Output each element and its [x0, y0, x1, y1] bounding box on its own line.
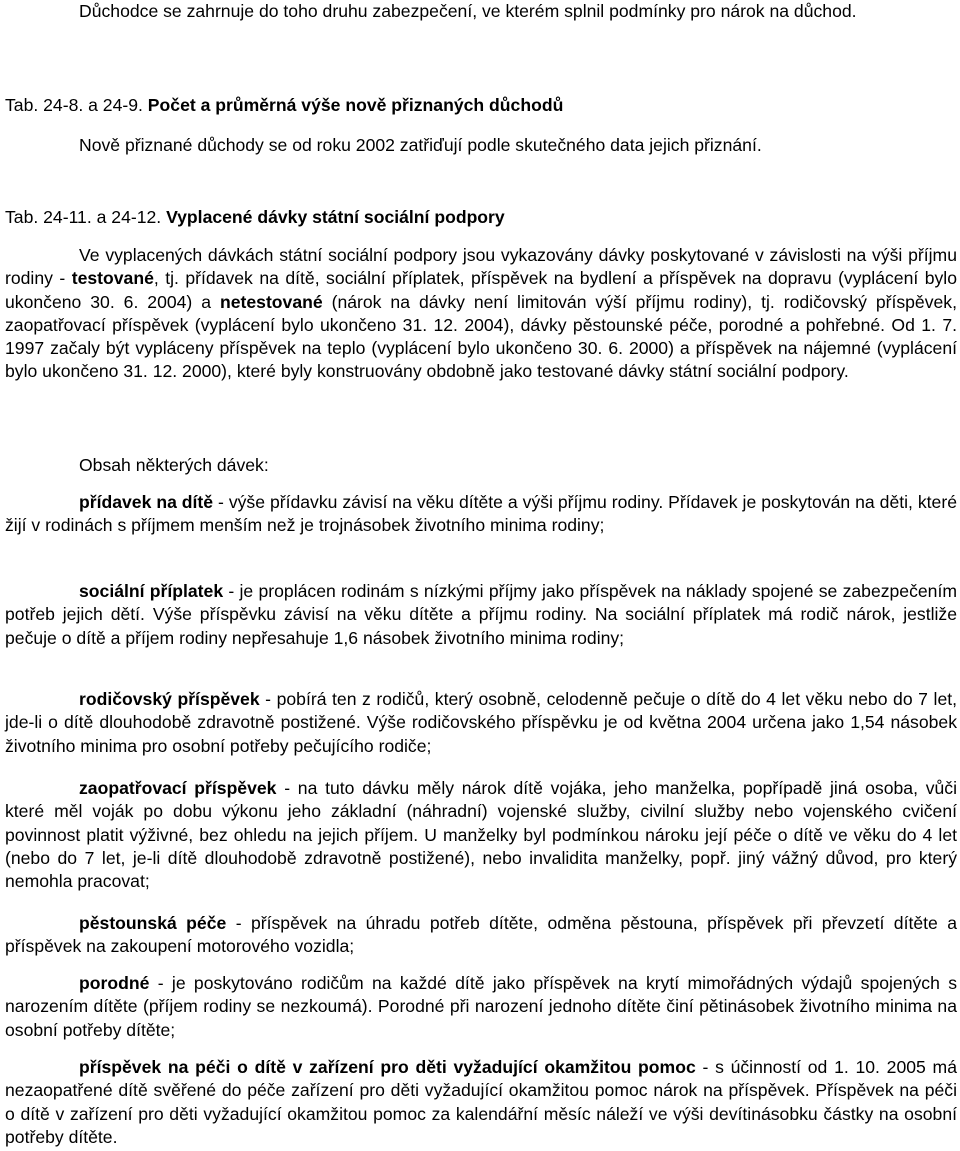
benefit-term: sociální příplatek	[79, 581, 224, 601]
benefit-child-allowance	[5, 491, 957, 538]
benefit-social-supplement	[5, 580, 957, 650]
benefit-term: příspěvek na péči o dítě v zařízení pro děti vyžadující okamžitou pomoc	[79, 1057, 696, 1077]
benefit-foster-care	[5, 912, 957, 959]
benefit-description: - s účinností od 1. 10. 2005 má nezaopatřené dítě svěřené do péče zařízení pro děti vyžadující okamžitou pomoc nárok na příspěvek. Příspěvek na péči o dítě v zařízení pro děti vyžadující okamžitou pomoc za kalendářní měsíc náleží ve výši devítinásobku částky na osobní potřeby dítěte.	[5, 1057, 957, 1147]
paragraph-pension-insurance	[5, 0, 957, 23]
benefit-parental-allowance	[5, 688, 957, 758]
intro-text-1: Ve vyplacených dávkách státní sociální podpory jsou vykazovány dávky poskytované v závislosti na výši příjmu rodiny -	[5, 245, 957, 289]
benefit-term: přídavek na dítě	[79, 492, 214, 512]
tested-term: testované	[71, 268, 154, 289]
table-title: Vyplacené dávky státní sociální podpory	[166, 207, 505, 227]
table-number: Tab. 24-11. a 24-12.	[5, 207, 162, 227]
intro-text-2: , tj. přídavek na dítě, sociální příplatek, příspěvek na bydlení a příspěvek na dopravu (vyplácení bylo ukončeno 30. 6. 2004) a	[5, 268, 957, 312]
benefit-description: - na tuto dávku měly nárok dítě vojáka, jeho manželka, popřípadě jiná osoba, vůči které měl voják po dobu výkonu jeho základní (náhradní) vojenské služby, civilní služby nebo vojenského cvičení povinnost platit výživné, bez ohledu na jejich příjem. U manželky byl podmínkou nároku její péče o dítě ve věku do 4 let (nebo do 7 let, je-li dítě dlouhodobě zdravotně postižené), nebo invalidita manželky, popř. jiný vážný důvod, pro který nemohla pracovat;	[5, 778, 957, 892]
benefit-care-facility-allowance	[5, 1056, 957, 1149]
benefit-term: pěstounská péče	[79, 913, 227, 933]
untested-term: netestované	[219, 291, 323, 312]
paragraph-text: Důchodce se zahrnuje do toho druhu zabezpečení, ve kterém splnil podmínky pro nárok na důchod.	[79, 1, 857, 21]
paragraph-text: Nově přiznané důchody se od roku 2002 zatřiďují podle skutečného data jejich přiznání.	[79, 135, 762, 155]
benefit-description: - výše přídavku závisí na věku dítěte a výši příjmu rodiny. Přídavek je poskytován na děti, které žijí v rodinách s příjmem menším než je trojnásobek životního minima rodiny;	[5, 492, 957, 536]
benefit-term: porodné	[79, 973, 150, 993]
paragraph-new-pensions	[79, 134, 957, 157]
benefit-term: rodičovský příspěvek	[79, 689, 260, 709]
benefit-term: zaopatřovací příspěvek	[79, 778, 277, 798]
benefit-description: - pobírá ten z rodičů, který osobně, celodenně pečuje o dítě do 4 let věku nebo do 7 let, jde-li o dítě dlouhodobě zdravotně postižené. Výše rodičovského příspěvku je od května 2004 určena jako 1,54 násobek životního minima pro osobní potřeby pečujícího rodiče;	[5, 689, 957, 756]
table-heading-24-11	[5, 206, 957, 229]
benefit-maternity-grant	[5, 972, 957, 1042]
benefit-description: - je proplácen rodinám s nízkými příjmy jako příspěvek na náklady spojené se zabezpečením potřeb jejich dětí. Výše příspěvku závisí na věku dítěte a příjmu rodiny. Na sociální příplatek má rodič nárok, jestliže pečuje o dítě a příjem rodiny nepřesahuje 1,6 násobek životního minima rodiny;	[5, 581, 958, 648]
contents-heading	[79, 454, 957, 477]
table-number: Tab. 24-8. a 24-9.	[5, 95, 143, 115]
table-title: Počet a průměrná výše nově přiznaných důchodů	[147, 95, 564, 115]
benefit-description: - příspěvek na úhradu potřeb dítěte, odměna pěstouna, příspěvek při převzetí dítěte a příspěvek na zakoupení motorového vozidla;	[5, 913, 958, 957]
contents-heading-text: Obsah některých dávek:	[79, 455, 269, 475]
benefit-description: - je poskytováno rodičům na každé dítě jako příspěvek na krytí mimořádných výdajů spojených s narozením dítěte (příjem rodiny se nezkoumá). Porodné při narození jednoho dítěte činí pětinásobek životního minima na osobní potřeby dítěte;	[5, 973, 957, 1040]
table-heading-24-8	[5, 94, 957, 117]
intro-text-3: (nárok na dávky není limitován výší příjmu rodiny), tj. rodičovský příspěvek, zaopatřovací příspěvek (vyplácení bylo ukončeno 31. 12. 2004), dávky pěstounské péče, porodné a pohřebné. Od 1. 7. 1997 začaly být vypláceny příspěvek na teplo (vyplácení bylo ukončeno 30. 6. 2000) a příspěvek na nájemné (vyplácení bylo ukončeno 31. 12. 2000), které byly konstruovány obdobně jako testované dávky státní sociální podpory.	[5, 291, 957, 382]
paragraph-benefits-intro	[5, 244, 957, 384]
benefit-maintenance-allowance	[5, 777, 957, 893]
